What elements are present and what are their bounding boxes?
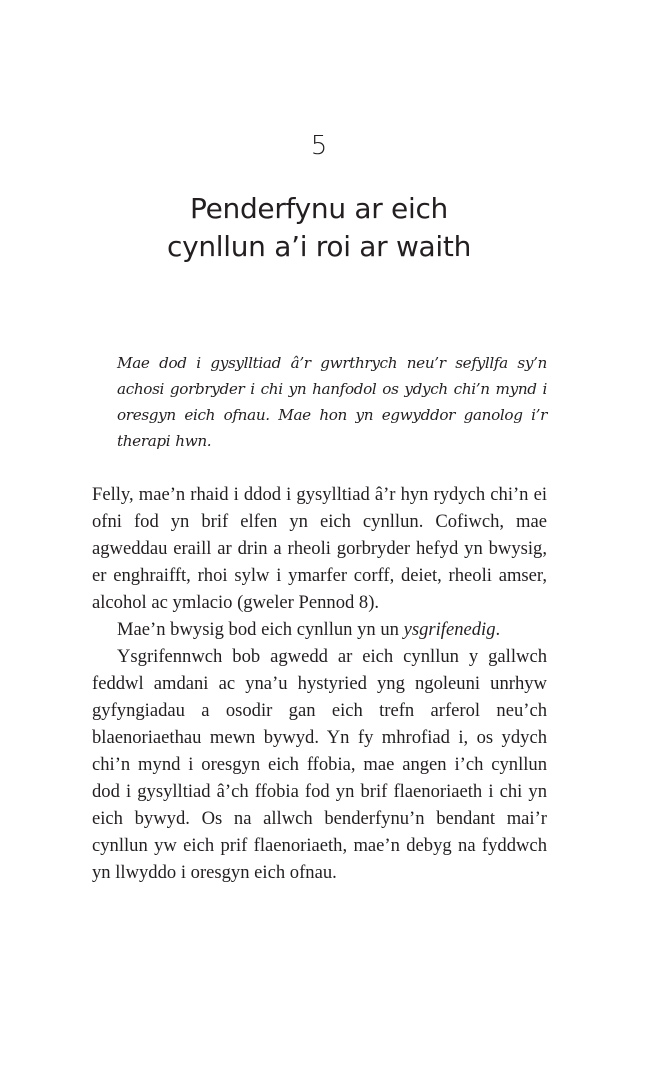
body-paragraph-2-text: Mae’n bwysig bod eich cynllun yn un <box>117 619 404 640</box>
chapter-title-line-1: Penderfynu ar eich <box>189 192 449 225</box>
chapter-epigraph: Mae dod i gysylltiad â’r gwrthrych neu’r sefyllfa sy’n achosi gorbryder i chi yn hanfodol os ydych chi’n mynd i oresgyn eich ofnau. Mae hon yn egwyddor ganolog i’r therapi hwn. <box>117 354 547 450</box>
chapter-title <box>0 190 638 266</box>
body-paragraph-1: Felly, mae’n rhaid i ddod i gysylltiad â’r hyn rydych chi’n ei ofni fod yn brif elfen yn eich cynllun. Cofiwch, mae agweddau eraill ar drin a rheoli gorbryder hefyd yn bwysig, er enghraifft, rhoi sylw i ymarfer corff, deiet, rheoli amser, alcohol ac ymlacio (gweler Pennod 8). <box>92 484 547 613</box>
body-paragraph-3: Ysgrifennwch bob agwedd ar eich cynllun y gallwch feddwl amdani ac yna’u hystyried yng ngoleuni unrhyw gyfyngiadau a osodir gan eich trefn arferol neu’ch blaenoriaethau mewn bywyd. Yn fy mhrofiad i, os ydych chi’n mynd i oresgyn eich ffobia, mae angen i’ch cynllun dod i gysylltiad â’ch ffobia fod yn brif flaenoriaeth i chi yn eich bywyd. Os na allwch benderfynu’n bendant mai’r cynllun yw eich prif flaenoriaeth, mae’n debyg na fyddwch yn llwyddo i oresgyn eich ofnau. <box>92 646 547 883</box>
chapter-number: 5 <box>310 131 328 161</box>
emphasis-written: ysgrifenedig <box>403 619 496 640</box>
chapter-title-line-2: cynllun a’i roi ar waith <box>166 230 472 263</box>
body-text <box>92 481 547 886</box>
body-paragraph-2 <box>92 616 547 643</box>
body-paragraph-2-end: . <box>495 619 501 640</box>
